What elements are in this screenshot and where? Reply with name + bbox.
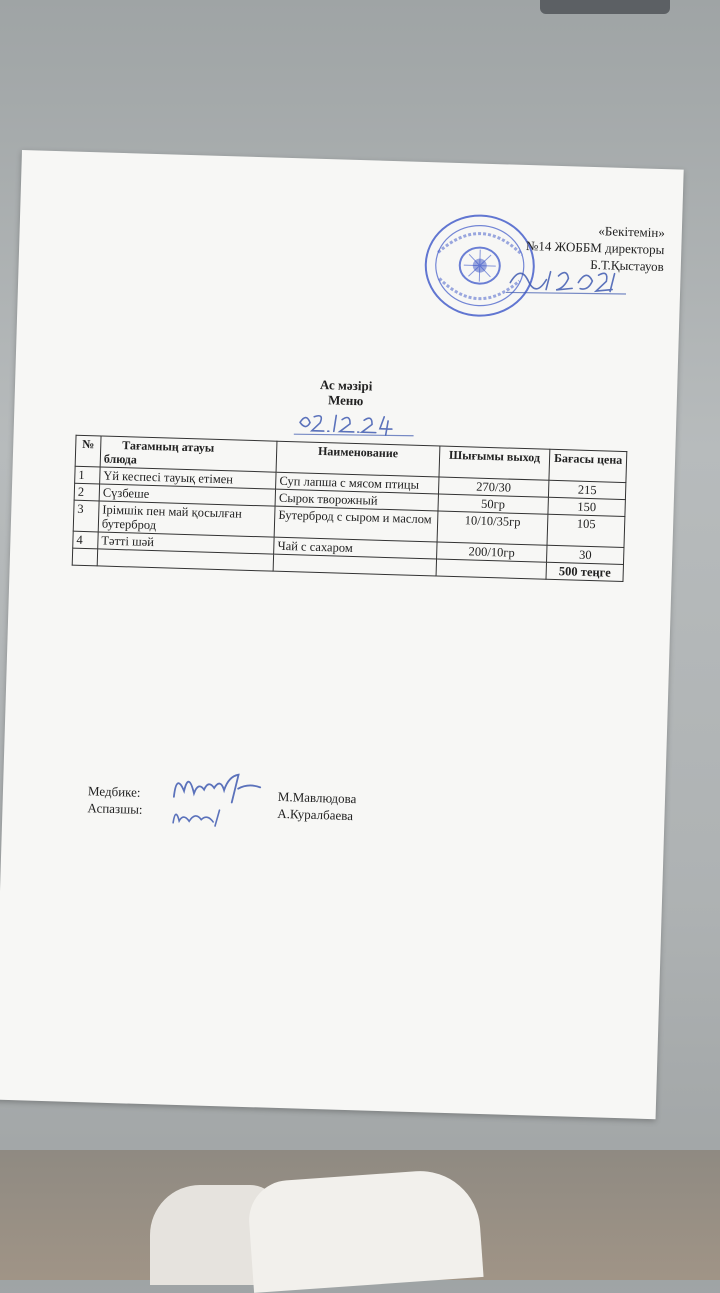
cell-kz: Тәтті шәй — [98, 532, 275, 554]
cell-yield: 270/30 — [438, 477, 549, 497]
cook-label: Аспазшы: — [87, 800, 143, 817]
cell-kz: Ірімшік пен май қосылған бутерброд — [98, 501, 275, 537]
nurse-label: Медбике: — [87, 783, 141, 800]
cell-yield: 200/10гр — [436, 542, 547, 562]
header-price: Бағасы цена — [549, 449, 627, 482]
cell-empty — [436, 559, 547, 579]
cell-price: 215 — [549, 480, 626, 499]
white-bag — [246, 1167, 483, 1293]
cell-ru: Суп лапша с мясом птицы — [276, 472, 439, 494]
cell-num: 3 — [73, 500, 99, 532]
title-kz: Ас мәзірі — [319, 376, 373, 394]
cell-price: 30 — [547, 545, 624, 564]
header-kz-name-text-2: блюда — [103, 451, 138, 467]
cell-kz: Үй кеспесі тауық етімен — [100, 467, 277, 489]
cell-num: 1 — [75, 466, 100, 484]
approval-director: Б.Т.Қыстауов — [590, 256, 665, 275]
signatures-block — [87, 782, 408, 825]
cell-kz: Сүзбеше — [99, 484, 276, 506]
cell-ru: Бутерброд с сыром и маслом — [274, 506, 437, 542]
cell-yield: 50гр — [438, 494, 549, 514]
header-num: № — [75, 435, 101, 467]
menu-table — [72, 435, 628, 582]
cell-yield: 10/10/35гр — [437, 511, 548, 545]
nurse-name: М.Мавлюдова — [277, 788, 357, 807]
header-kz-name-text: Тағамның атауы — [122, 438, 215, 455]
header-yield: Шығымы выход — [439, 446, 550, 480]
approval-handwritten-date — [506, 260, 627, 298]
cell-num: 2 — [74, 483, 99, 501]
background-object — [540, 0, 670, 14]
menu-document — [0, 150, 684, 1119]
cell-ru: Сырок творожный — [275, 489, 438, 511]
approval-position: №14 ЖОББМ директоры — [525, 237, 665, 258]
cell-ru: Чай с сахаром — [274, 537, 437, 559]
cell-empty — [273, 554, 436, 576]
cell-total: 500 теңге — [546, 562, 623, 581]
approval-heading: «Бекітемін» — [598, 223, 666, 241]
cook-name: А.Куралбаева — [277, 805, 354, 824]
cell-price: 105 — [547, 514, 625, 547]
cell-price: 150 — [548, 497, 625, 516]
header-ru-name: Наименование — [276, 441, 439, 477]
handwritten-date — [294, 406, 415, 440]
title-ru: Меню — [327, 392, 364, 409]
cell-empty — [72, 548, 97, 566]
cell-num: 4 — [73, 531, 98, 549]
